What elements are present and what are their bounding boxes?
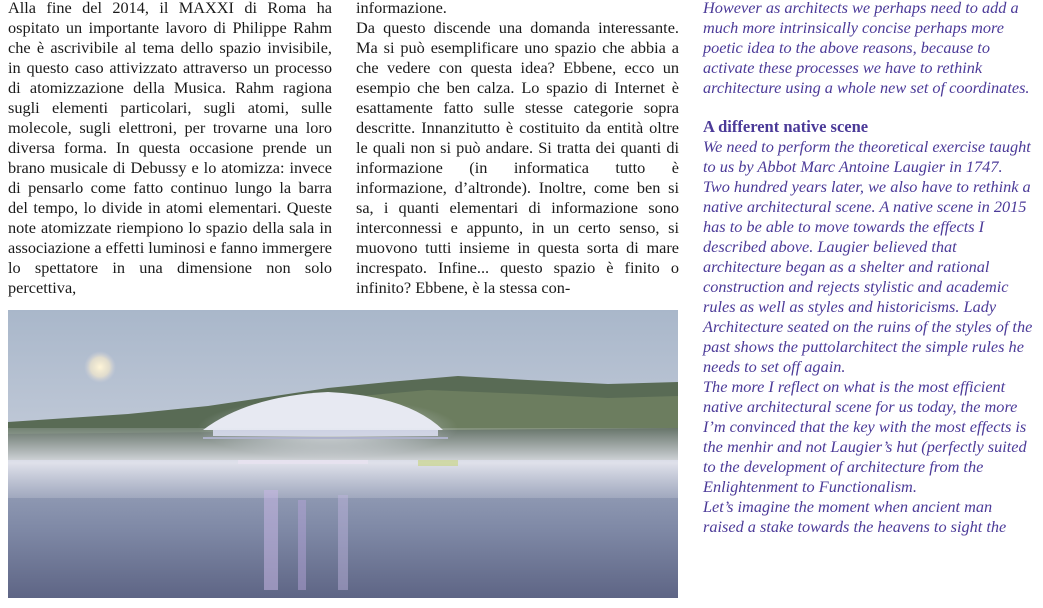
section-heading: A different native scene [703, 117, 869, 136]
lake-pavilion-photo [8, 310, 678, 598]
english-paragraph: We need to perform the theoretical exercise taught to us by Abbot Marc Antoine Laugier in 1747. Two hundred years later, we also have to rethink a native architectural scene. A native scene in 2015 has to be able to move towards the effects I described above. Laugier believed that architecture began as a shelter and rational construction and rejects stylistic and academic rules as well as styles and historicisms. Lady Architecture seated on the ruins of the styles of the past shows the puttolarchitect the simple rules he needs to set off again. [703, 137, 1033, 376]
english-column [703, 0, 1033, 537]
italian-paragraph-end: informazione. [356, 0, 447, 17]
italian-paragraph: Alla fine del 2014, il MAXXI di Roma ha ospitato un importante lavoro di Philippe Rahm che è ascrivibile al tema dello spazio invisibile, in questo caso attivizzato attraverso un processo di atomizzazione della Musica. Rahm ragiona sugli elementi particolari, sugli atomi, sulle molecole, sugli elettroni, per trovarne una loro diversa forma. In questa occasione prende un brano musicale di Debussy e lo atomizza: invece di pensarlo come fatto continuo lungo la barra del tempo, lo divide in atomi elementari. Queste note atomizzate riempiono lo spazio della sala in associazione a effetti luminosi e fanno immergere lo spettatore in una dimensione non solo percettiva, [8, 0, 333, 297]
english-intro-paragraph: However as architects we perhaps need to add a much more intrinsically concise perhaps more poetic idea to the above reasons, because to activate these processes we have to rethink architecture using a whole new set of coordinates. [703, 0, 1030, 97]
italian-column-left [8, 0, 332, 298]
italian-column-right [356, 0, 679, 298]
english-paragraph: Let’s imagine the moment when ancient man raised a stake towards the heavens to sight the [703, 497, 1007, 536]
english-paragraph: The more I reflect on what is the most efficient native architectural scene for us today, the more I’m convinced that the key with the most effects is the menhir and not Laugier’s hut (perfectly suited to the development of architecture from the Enlightenment to Functionalism. [703, 377, 1027, 496]
italian-paragraph: Da questo discende una domanda interessante. Ma si può esemplificare uno spazio che abbia a che vedere con questa idea? Ebbene, ecco un esempio che ben calza. Lo spazio di Internet è esattamente fatto sulle stesse categorie sopra descritte. Innanzitutto è costituito da entità oltre le quali non si può andare. Si tratta dei quanti di informazione (in informatica tutto è informazione, d’altronde). Inoltre, come ben si sa, i quanti elementari di informazione sono interconnessi e appunto, in un certo senso, si muovono tutti insieme in questa sorta di mare increspato. Infine... questo spazio è finito o infinito? Ebbene, è la stessa con- [356, 18, 679, 297]
